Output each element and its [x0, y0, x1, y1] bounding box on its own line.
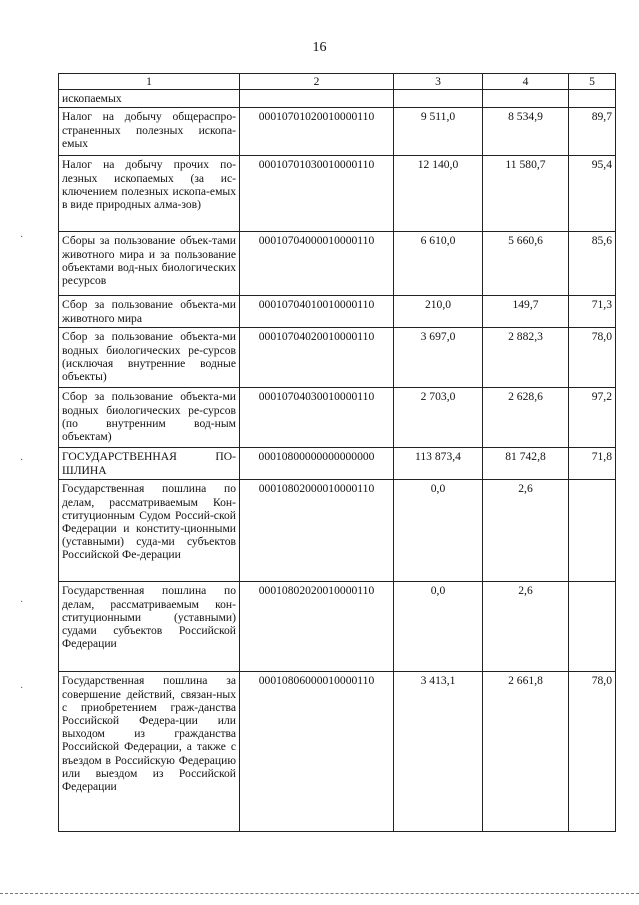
- row-value-col3: 9 511,0: [394, 108, 483, 156]
- row-value-col5: 95,4: [569, 156, 616, 232]
- row-value-col3: 210,0: [394, 296, 483, 328]
- row-name: Сбор за пользование объекта-ми животного мира: [59, 296, 240, 328]
- row-value-col3: 0,0: [394, 582, 483, 672]
- table-row: [59, 388, 616, 448]
- row-code: 00010704030010000110: [240, 388, 394, 448]
- column-header: 2: [240, 74, 394, 90]
- row-name: Государственная пошлина за совершение действий, связан-ных с приобретением граж-данства Российской Федера-ции или выходом из гражданства Российской Федерации, а также с въездом в Российскую Федерацию или выездом из Российской Федерации: [59, 672, 240, 832]
- row-value-col5: 78,0: [569, 328, 616, 388]
- table-row: [59, 232, 616, 296]
- row-value-col5: [569, 480, 616, 582]
- row-name: Сбор за пользование объекта-ми водных биологических ре-сурсов (по внутренним вод-ным объектам): [59, 388, 240, 448]
- table-header-row: [59, 74, 616, 90]
- row-code: 00010704010010000110: [240, 296, 394, 328]
- table-row: [59, 582, 616, 672]
- row-value-col5: [569, 582, 616, 672]
- row-code: 00010701030010000110: [240, 156, 394, 232]
- table-row: [59, 296, 616, 328]
- row-value-col3: 0,0: [394, 480, 483, 582]
- row-value-col4: 2,6: [483, 480, 569, 582]
- row-value-col4: 149,7: [483, 296, 569, 328]
- row-value-col4: 2 661,8: [483, 672, 569, 832]
- row-code: 00010806000010000110: [240, 672, 394, 832]
- row-name: Налог на добычу общераспро-страненных полезных ископа-емых: [59, 108, 240, 156]
- table-row: [59, 328, 616, 388]
- row-name: ГОСУДАРСТВЕННАЯ ПО-ШЛИНА: [59, 448, 240, 480]
- row-value-col3: 3 413,1: [394, 672, 483, 832]
- row-value-col3: 6 610,0: [394, 232, 483, 296]
- row-value-col3: 3 697,0: [394, 328, 483, 388]
- margin-mark: ·: [20, 232, 24, 243]
- column-header: 4: [483, 74, 569, 90]
- row-name: Сборы за пользование объек-тами животного мира и за пользование объектами вод-ных биологических ресурсов: [59, 232, 240, 296]
- row-code: 00010701020010000110: [240, 108, 394, 156]
- row-value-col4: 2,6: [483, 582, 569, 672]
- column-header: 1: [59, 74, 240, 90]
- row-code: 00010802000010000110: [240, 480, 394, 582]
- row-value-col3: 12 140,0: [394, 156, 483, 232]
- row-name: Государственная пошлина по делам, рассматриваемым Кон-ституционным Судом Россий-ской Федерации и конститу-ционными (уставными) суда-ми субъектов Российской Фе-дерации: [59, 480, 240, 582]
- table-row: [59, 90, 616, 108]
- row-value-col4: 2 882,3: [483, 328, 569, 388]
- column-header: 5: [569, 74, 616, 90]
- row-value-col4: 8 534,9: [483, 108, 569, 156]
- row-name: ископаемых: [59, 90, 240, 108]
- row-value-col4: 2 628,6: [483, 388, 569, 448]
- row-name: Сбор за пользование объекта-ми водных биологических ре-сурсов (исключая внутренние водные объекты): [59, 328, 240, 388]
- row-value-col4: [483, 90, 569, 108]
- row-value-col3: [394, 90, 483, 108]
- row-value-col5: 71,3: [569, 296, 616, 328]
- row-name: Государственная пошлина по делам, рассматриваемым кон-ституционными (уставными) судами субъектов Российской Федерации: [59, 582, 240, 672]
- row-name: Налог на добычу прочих по-лезных ископаемых (за ис-ключением полезных ископа-емых в виде природных алма-зов): [59, 156, 240, 232]
- table-row: [59, 108, 616, 156]
- margin-mark: ·: [20, 597, 24, 608]
- row-code: 00010802020010000110: [240, 582, 394, 672]
- row-value-col5: 78,0: [569, 672, 616, 832]
- row-value-col5: 71,8: [569, 448, 616, 480]
- row-value-col3: 2 703,0: [394, 388, 483, 448]
- table-row: [59, 480, 616, 582]
- page-number: 16: [312, 40, 327, 55]
- row-code: 00010704020010000110: [240, 328, 394, 388]
- row-value-col3: 113 873,4: [394, 448, 483, 480]
- budget-table: [58, 73, 616, 832]
- row-value-col5: 89,7: [569, 108, 616, 156]
- column-header: 3: [394, 74, 483, 90]
- margin-mark: ·: [20, 455, 24, 466]
- row-value-col5: [569, 90, 616, 108]
- row-value-col5: 97,2: [569, 388, 616, 448]
- row-code: 00010704000010000110: [240, 232, 394, 296]
- row-code: [240, 90, 394, 108]
- table-row: [59, 448, 616, 480]
- row-value-col4: 81 742,8: [483, 448, 569, 480]
- table-row: [59, 672, 616, 832]
- scan-edge-line: [0, 893, 639, 894]
- row-value-col5: 85,6: [569, 232, 616, 296]
- row-code: 00010800000000000000: [240, 448, 394, 480]
- row-value-col4: 11 580,7: [483, 156, 569, 232]
- table-row: [59, 156, 616, 232]
- row-value-col4: 5 660,6: [483, 232, 569, 296]
- margin-mark: ·: [20, 683, 24, 694]
